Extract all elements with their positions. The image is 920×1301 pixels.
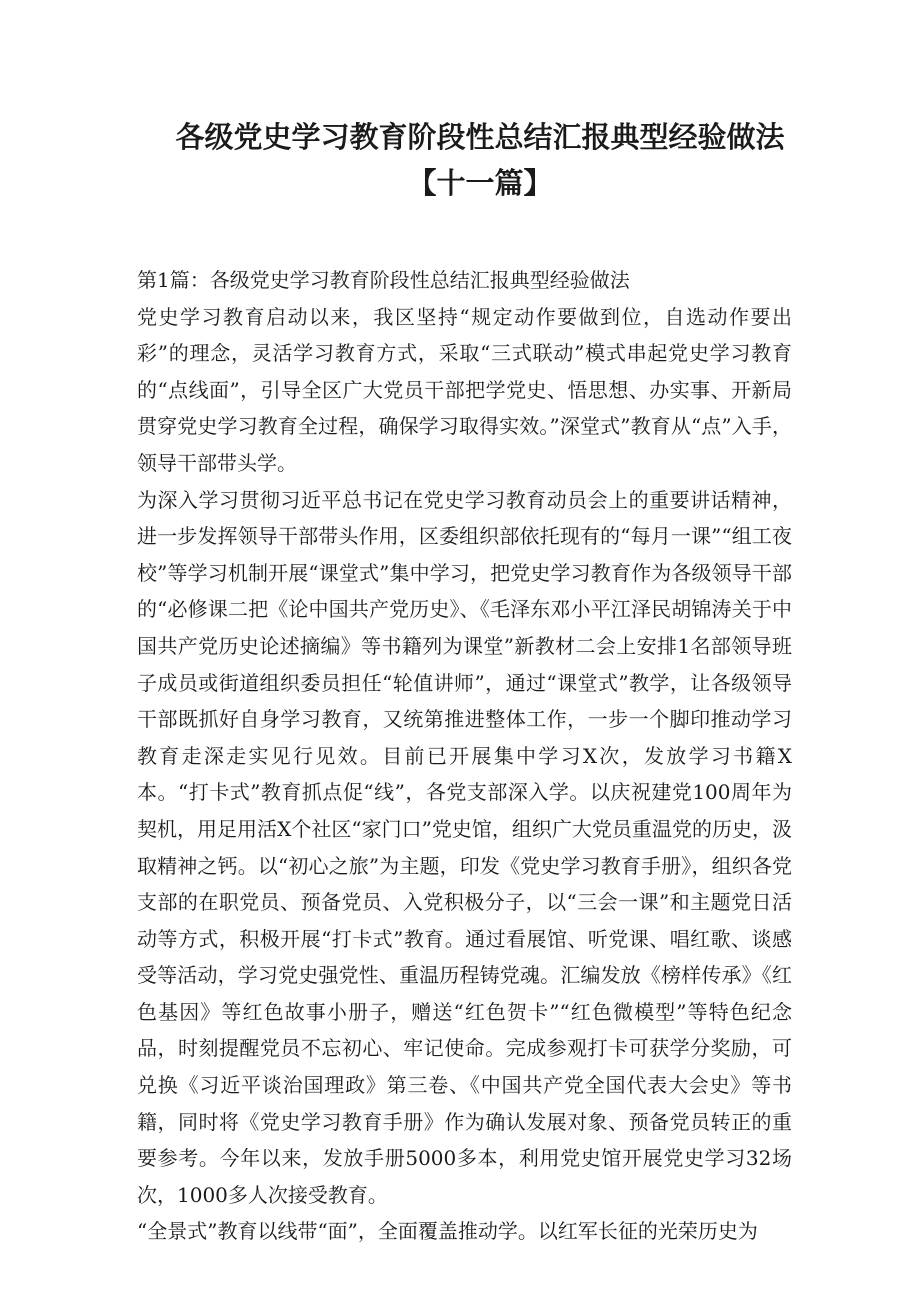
document-body [137, 262, 792, 1250]
paragraph-intro: 党史学习教育启动以来，我区坚持“规定动作要做到位，自选动作要出彩”的理念，灵活学习教育方式，采取“三式联动”模式串起党史学习教育的“点线面”，引导全区广大党员干部把学党史、悟思想、办实事、开新局贯穿党史学习教育全过程，确保学习取得实效。”深堂式”教育从“点”入手，领导干部带头学。 [137, 304, 792, 475]
paragraph-main: 为深入学习贯彻习近平总书记在党史学习教育动员会上的重要讲话精神，进一步发挥领导干部带头作用，区委组织部依托现有的“每月一课”“组工夜校”等学习机制开展“课堂式”集中学习，把党史学习教育作为各级领导干部的“必修课二把《论中国共产党历史》、《毛泽东邓小平江泽民胡锦涛关于中国共产党历史论述摘编》等书籍列为课堂”新教材二会上安排1名部领导班子成员或街道组织委员担任“轮值讲师”，通过“课堂式”教学，让各级领导干部既抓好自身学习教育，又统第推进整体工作，一步一个脚印推动学习教育走深走实见行见效。目前已开展集中学习X次，发放学习书籍X本。“打卡式”教育抓点促“线”，各党支部深入学。以庆祝建党100周年为契机，用足用活X个社区“家门口”党史馆，组织广大党员重温党的历史，汲取精神之钙。以“初心之旅”为主题，印发《党史学习教育手册》，组织各党支部的在职党员、预备党员、入党积极分子，以“三会一课”和主题党日活动等方式，积极开展“打卡式”教育。通过看展馆、听党课、唱红歌、谈感受等活动，学习党史强党性、重温历程铸党魂。汇编发放《榜样传承》《红色基因》等红色故事小册子，赠送“红色贺卡”“红色微模型”等特色纪念品，时刻提醒党员不忘初心、牢记使命。完成参观打卡可获学分奖励，可兑换《习近平谈治国理政》第三卷、《中国共产党全国代表大会史》等书籍，同时将《党史学习教育手册》作为确认发展对象、预备党员转正的重要参考。今年以来，发放手册5000多本，利用党史馆开展党史学习32场次，1000多人次接受教育。 [137, 487, 792, 1207]
paragraph-closing: “全景式”教育以线带“面”，全面覆盖推动学。以红军长征的光荣历史为 [137, 1219, 758, 1244]
section-heading: 第1篇：各级党史学习教育阶段性总结汇报典型经验做法 [137, 268, 630, 292]
document-title: 各级党史学习教育阶段性总结汇报典型经验做法【十一篇】 [175, 120, 785, 200]
